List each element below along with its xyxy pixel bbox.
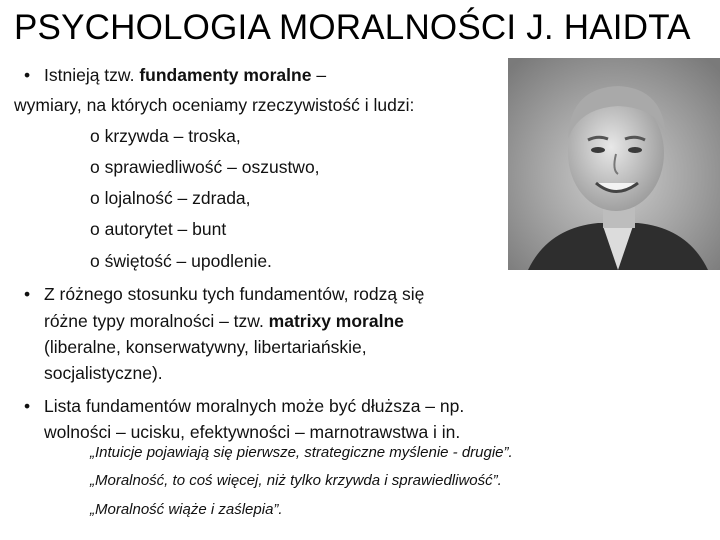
bullet-marker: •: [24, 396, 31, 416]
subitem-5: o świętość – upodlenie.: [90, 251, 272, 271]
bullet-2-line-4: socjalistyczne).: [44, 363, 163, 383]
bullet-1-text-end: –: [311, 65, 327, 85]
bullet-1-text: Istnieją tzw.: [44, 65, 140, 85]
portrait-photo: [508, 58, 720, 270]
subitem-4: o autorytet – bunt: [90, 219, 227, 239]
bullet-marker: •: [24, 284, 31, 304]
quote-1: „Intuicje pojawiają się pierwsze, strategiczne myślenie - drugie”.: [90, 444, 513, 461]
subitem-2: o sprawiedliwość – oszustwo,: [90, 157, 320, 177]
subitem-1: o krzywda – troska,: [90, 126, 241, 146]
quote-2: „Moralność, to coś więcej, niż tylko krzywda i sprawiedliwość”.: [90, 472, 502, 489]
slide-title: PSYCHOLOGIA MORALNOŚCI J. HAIDTA: [14, 8, 691, 47]
bullet-3-line-1: Lista fundamentów moralnych może być dłuższa – np.: [44, 396, 465, 416]
bullet-1-line-2: wymiary, na których oceniamy rzeczywistość i ludzi:: [14, 95, 415, 115]
bullet-2-line-3: (liberalne, konserwatywny, libertariańskie,: [44, 337, 367, 357]
bullet-marker: •: [24, 65, 31, 85]
bullet-2-line-1: Z różnego stosunku tych fundamentów, rodzą się: [44, 284, 425, 304]
bullet-1-bold-term: fundamenty moralne: [139, 65, 312, 85]
subitem-3: o lojalność – zdrada,: [90, 188, 251, 208]
bullet-1-line-1: [44, 64, 326, 86]
quote-3: „Moralność wiąże i zaślepia”.: [90, 501, 283, 518]
bullet-2-line-2: [44, 310, 404, 332]
bullet-3-line-2: wolności – ucisku, efektywności – marnotrawstwa i in.: [44, 422, 461, 442]
bullet-2-text: różne typy moralności – tzw.: [44, 311, 269, 331]
bullet-2-bold-term: matrixy moralne: [268, 311, 404, 331]
